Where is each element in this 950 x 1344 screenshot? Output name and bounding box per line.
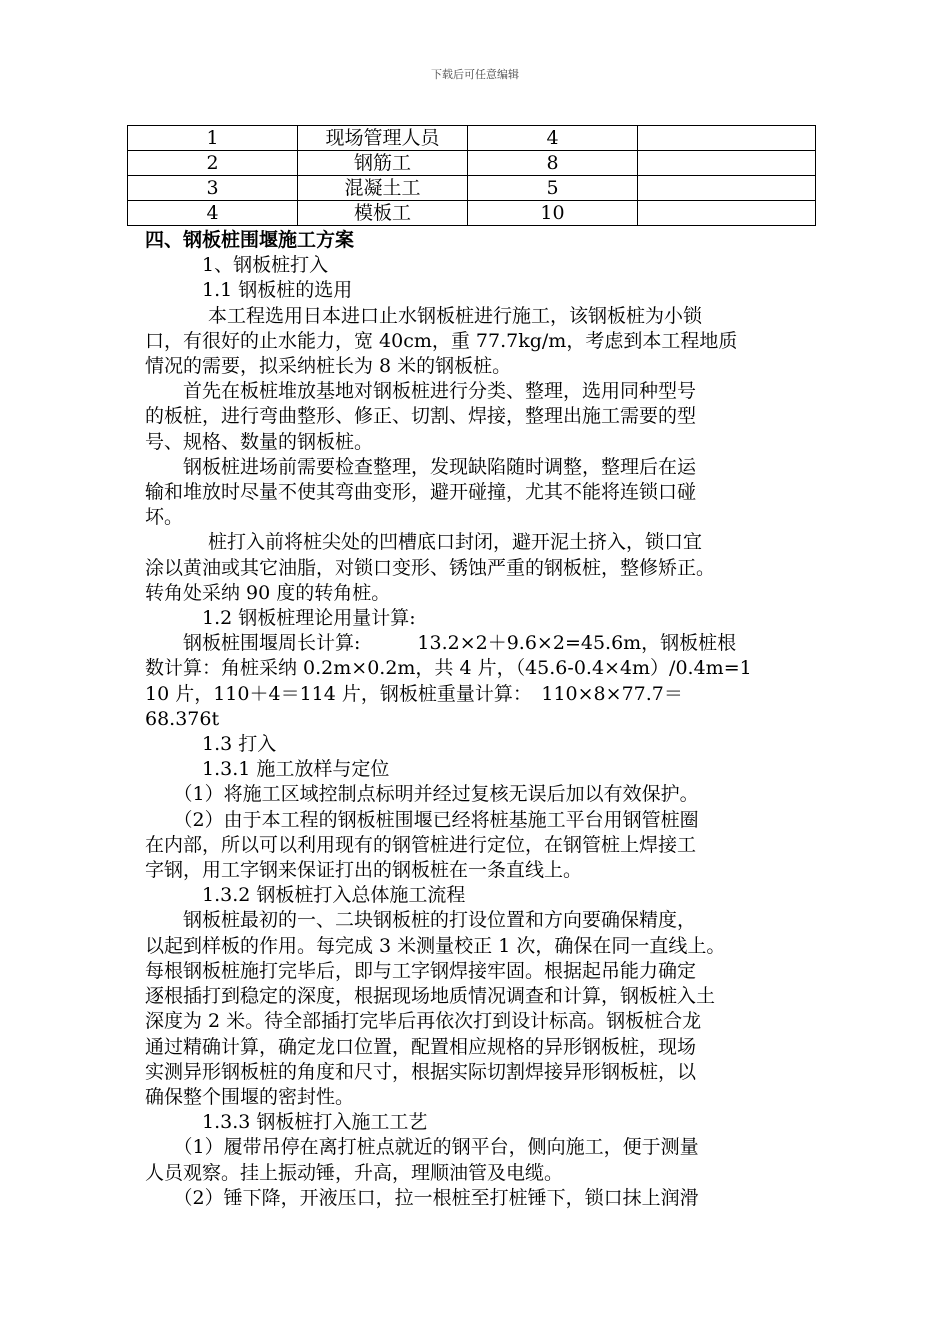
table-row: [128, 151, 816, 176]
text-line: 钢板桩围堰周长计算: 13.2×2＋9.6×2=45.6m，钢板桩根: [145, 632, 737, 655]
table-cell: 模板工: [298, 201, 468, 226]
text-line: 钢板桩进场前需要检查整理，发现缺陷随时调整，整理后在运: [145, 455, 697, 478]
text-line: 确保整个围堰的密封性。: [145, 1085, 355, 1108]
text-line: 坏。: [145, 506, 184, 529]
text-line: 1.3.3 钢板桩打入施工工艺: [145, 1111, 428, 1134]
table-cell: [638, 201, 816, 226]
text-line: 1.3 打入: [145, 733, 277, 756]
table-cell: 2: [128, 151, 298, 176]
text-line: 本工程选用日本进口止水钢板桩进行施工，该钢板桩为小锁: [145, 304, 703, 327]
text-line: 1.2 钢板桩理论用量计算:: [145, 607, 416, 630]
text-line: 实测异形钢板桩的角度和尺寸，根据实际切割焊接异形钢板桩，以: [145, 1060, 697, 1083]
text-line: 涂以黄油或其它油脂，对锁口变形、锈蚀严重的钢板桩，整修矫正。: [145, 556, 716, 579]
text-line: 1.3.2 钢板桩打入总体施工流程: [145, 884, 466, 907]
table-cell: [638, 176, 816, 201]
text-line: 10 片，110＋4＝114 片，钢板桩重量计算： 110×8×77.7＝: [145, 682, 683, 705]
document-body: [145, 228, 815, 1211]
staff-table: [127, 125, 816, 226]
text-line: 每根钢板桩施打完毕后，即与工字钢焊接牢固。根据起吊能力确定: [145, 959, 697, 982]
table-row: [128, 201, 816, 226]
table-cell: 8: [468, 151, 638, 176]
text-line: 通过精确计算，确定龙口位置，配置相应规格的异形钢板桩，现场: [145, 1035, 697, 1058]
table-row: [128, 176, 816, 201]
text-line: 情况的需要，拟采纳桩长为 8 米的钢板桩。: [145, 355, 512, 378]
table-cell: 5: [468, 176, 638, 201]
table-cell: 混凝土工: [298, 176, 468, 201]
text-line: 字钢，用工字钢来保证打出的钢板桩在一条直线上。: [145, 859, 583, 882]
text-line: 桩打入前将桩尖处的凹槽底口封闭，避开泥土挤入，锁口宜: [145, 531, 703, 554]
text-line: 人员观察。挂上振动锤，升高，理顺油管及电缆。: [145, 1161, 564, 1184]
staff-table-body: [128, 126, 816, 226]
text-line: 1.3.1 施工放样与定位: [145, 758, 390, 781]
table-cell: [638, 126, 816, 151]
text-line: 68.376t: [145, 707, 220, 730]
text-line: 号、规格、数量的钢板桩。: [145, 430, 374, 453]
text-line: 以起到样板的作用。每完成 3 米测量校正 1 次，确保在同一直线上。: [145, 934, 726, 957]
table-row: [128, 126, 816, 151]
text-line: （2）锤下降，开液压口，拉一根桩至打桩锤下，锁口抹上润滑: [145, 1186, 699, 1209]
text-line: 钢板桩最初的一、二块钢板桩的打设位置和方向要确保精度，: [145, 909, 697, 932]
table-cell: 4: [128, 201, 298, 226]
text-line: 数计算：角桩采纳 0.2m×0.2m，共 4 片，（45.6-0.4×4m）/0.4m=1: [145, 657, 752, 680]
table-cell: 3: [128, 176, 298, 201]
text-line: （1）履带吊停在离打桩点就近的钢平台，侧向施工，便于测量: [145, 1136, 699, 1159]
text-line: 输和堆放时尽量不使其弯曲变形，避开碰撞，尤其不能将连锁口碰: [145, 481, 697, 504]
body-lines: [145, 253, 815, 1211]
table-cell: 4: [468, 126, 638, 151]
text-line: 逐根插打到稳定的深度，根据现场地质情况调查和计算，钢板桩入土: [145, 985, 716, 1008]
text-line: 1.1 钢板桩的选用: [145, 279, 353, 302]
text-line: （2）由于本工程的钢板桩围堰已经将桩基施工平台用钢管桩圈: [145, 808, 699, 831]
text-line: 口，有很好的止水能力，宽 40cm，重 77.7kg/m，考虑到本工程地质: [145, 329, 738, 352]
text-line: 的板桩，进行弯曲整形、修正、切割、焊接，整理出施工需要的型: [145, 405, 697, 428]
section-title: 四、钢板桩围堰施工方案: [145, 229, 355, 251]
text-line: （1）将施工区域控制点标明并经过复核无误后加以有效保护。: [145, 783, 699, 806]
table-cell: 10: [468, 201, 638, 226]
page-header: 下载后可任意编辑: [431, 68, 519, 81]
text-line: 首先在板桩堆放基地对钢板桩进行分类、整理，选用同种型号: [145, 380, 697, 403]
table-cell: 钢筋工: [298, 151, 468, 176]
text-line: 转角处采纳 90 度的转角桩。: [145, 581, 391, 604]
table-cell: [638, 151, 816, 176]
table-cell: 现场管理人员: [298, 126, 468, 151]
text-line: 1、钢板桩打入: [145, 254, 329, 277]
table-cell: 1: [128, 126, 298, 151]
text-line: 在内部，所以可以利用现有的钢管桩进行定位，在钢管桩上焊接工: [145, 833, 697, 856]
text-line: 深度为 2 米。待全部插打完毕后再依次打到设计标高。钢板桩合龙: [145, 1010, 702, 1033]
